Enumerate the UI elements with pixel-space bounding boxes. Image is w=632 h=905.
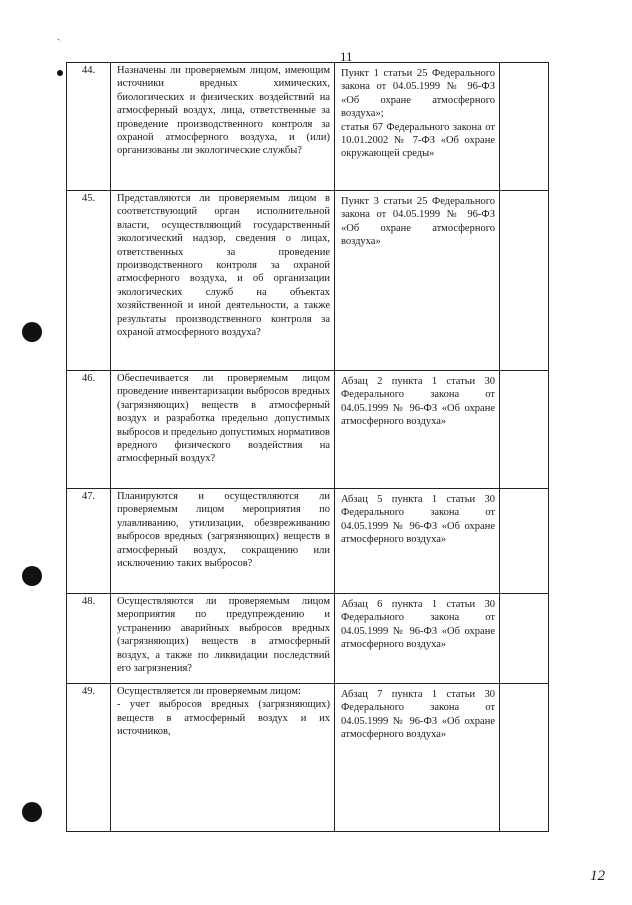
empty-cell (500, 489, 549, 594)
checklist-table (66, 62, 549, 832)
item-question: Планируются и осуществляются ли проверяемым лицом мероприятия по улавливанию, утилизации, обезвреживанию выбросов вредных (загрязняющих) веществ в атмосферный воздух, сокращению или исключению таких выбросов? (117, 491, 330, 570)
item-legal-reference: Абзац 2 пункта 1 статьи 30 Федерального закона от 04.05.1999 № 96-ФЗ «Об охране атмосферного воздуха» (341, 376, 495, 428)
table-row (67, 594, 549, 684)
item-question: Назначены ли проверяемым лицом, имеющим источники вредных химических, биологических и физических воздействий на атмосферный воздух, лица, ответственные за проведение производственного контроля за охраной атмосферного воздуха, и (или) организованы ли экологические службы? (117, 65, 330, 157)
empty-cell (500, 684, 549, 832)
punch-hole-mark (57, 70, 63, 76)
scan-mark: ˏ (57, 30, 61, 41)
item-legal-reference: Пункт 3 статьи 25 Федерального закона от 04.05.1999 № 96-ФЗ «Об охране атмосферного воздуха» (341, 196, 495, 248)
item-legal-reference: Абзац 5 пункта 1 статьи 30 Федерального закона от 04.05.1999 № 96-ФЗ «Об охране атмосферного воздуха» (341, 494, 495, 546)
empty-cell (500, 191, 549, 371)
item-number: 47. (81, 491, 96, 502)
item-question: Обеспечивается ли проверяемым лицом проведение инвентаризации выбросов вредных (загрязняющих) веществ в атмосферный воздух и разработка предельно допустимых выбросов и предельно допустимых нормативов вредного физического воздействия на атмосферный воздух? (117, 373, 330, 465)
item-question: Представляются ли проверяемым лицом в соответствующий орган исполнительной власти, осуществляющий государственный экологический надзор, сведения о лицах, ответственных за проведение производственного контроля за охраной атмосферного воздуха, и об организации экологических служб на объектах хозяйственной и иной деятельности, а также результаты производственного контроля за охраной атмосферного воздуха? (117, 193, 330, 339)
item-question: Осуществляются ли проверяемым лицом мероприятия по предупреждению и устранению аварийных выбросов вредных (загрязняющих) веществ в атмосферный воздух, а также по ликвидации последствий его загрязнения? (117, 596, 330, 675)
item-legal-reference: Пункт 1 статьи 25 Федерального закона от 04.05.1999 № 96-ФЗ «Об охране атмосферного воздуха»; статья 67 Федерального закона от 10.01.2002 № 7-ФЗ «Об охране окружающей среды» (341, 68, 495, 160)
table-row (67, 63, 549, 191)
empty-cell (500, 371, 549, 489)
empty-cell (500, 594, 549, 684)
table-row (67, 191, 549, 371)
table-row (67, 489, 549, 594)
handwritten-page-number: 12 (590, 868, 605, 884)
item-number: 46. (81, 373, 96, 384)
empty-cell (500, 63, 549, 191)
page-number: 11 (340, 49, 353, 64)
item-number: 48. (81, 596, 96, 607)
item-number: 45. (81, 193, 96, 204)
table-row (67, 371, 549, 489)
item-number: 44. (81, 65, 96, 76)
punch-hole (22, 322, 42, 342)
item-number: 49. (81, 686, 96, 697)
table-row (67, 684, 549, 832)
item-legal-reference: Абзац 6 пункта 1 статьи 30 Федерального закона от 04.05.1999 № 96-ФЗ «Об охране атмосферного воздуха» (341, 599, 495, 651)
punch-hole (22, 802, 42, 822)
item-question: Осуществляется ли проверяемым лицом: - учет выбросов вредных (загрязняющих) веществ в атмосферный воздух и их источников, (117, 686, 330, 738)
item-legal-reference: Абзац 7 пункта 1 статьи 30 Федерального закона от 04.05.1999 № 96-ФЗ «Об охране атмосферного воздуха» (341, 689, 495, 741)
punch-hole (22, 566, 42, 586)
